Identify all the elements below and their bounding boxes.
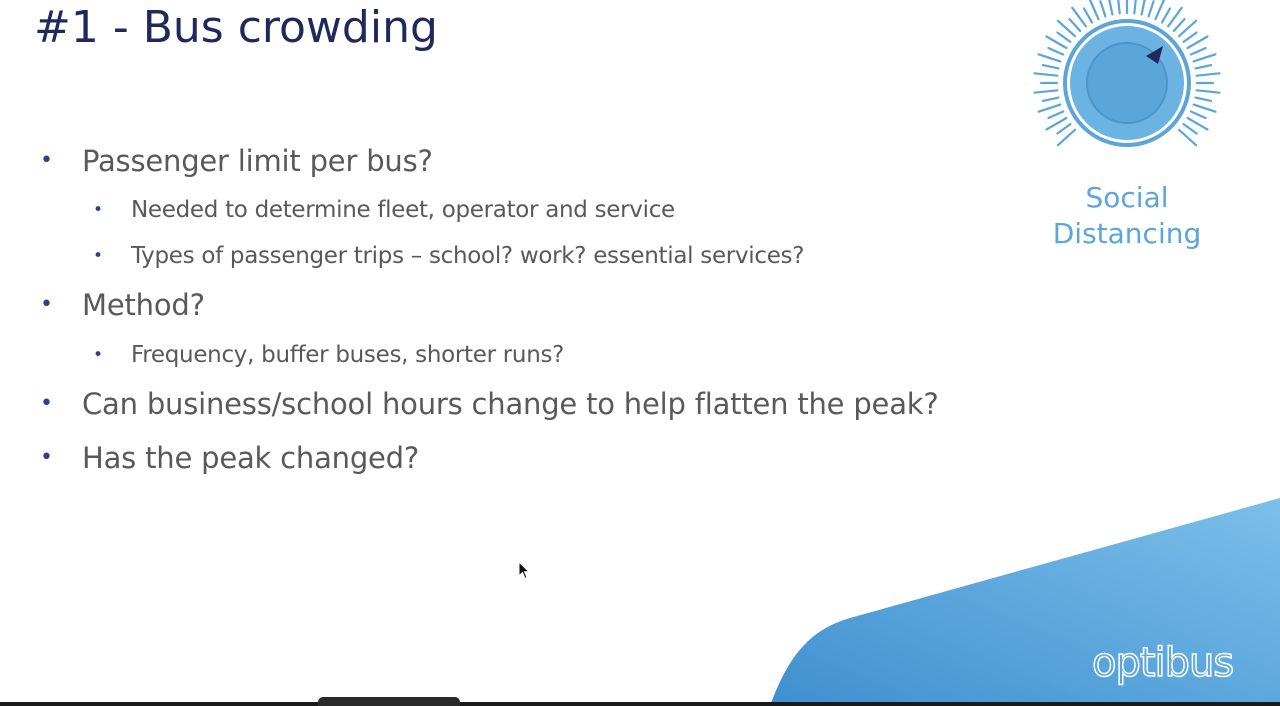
drag-handle[interactable] [318,697,460,706]
bullet-marker: • [93,345,103,365]
slide-title: #1 - Bus crowding [34,2,438,53]
bullet-text: Method? [82,288,205,322]
bullet-text: Passenger limit per bus? [82,144,433,178]
bottom-edge-bar [0,702,1280,706]
bullet-text: Has the peak changed? [82,441,420,475]
mouse-cursor-icon [518,561,532,581]
bullet-marker: • [93,200,103,220]
bullet-marker: • [93,246,103,266]
bullet-text: Frequency, buffer buses, shorter runs? [131,342,565,368]
bullet-text: Needed to determine fleet, operator and service [131,197,675,223]
bullet-text: Types of passenger trips – school? work? essential services? [131,243,805,269]
bullet-marker: • [40,292,53,317]
bullet-marker: • [40,391,53,416]
bullet-marker: • [40,148,53,173]
bullet-marker: • [40,445,53,470]
brand-logo: optibus [1092,640,1234,686]
badge-label-line1: Social [1085,181,1169,214]
badge-label-line2: Distancing [1052,217,1202,250]
bullet-text: Can business/school hours change to help flatten the peak? [82,387,939,421]
